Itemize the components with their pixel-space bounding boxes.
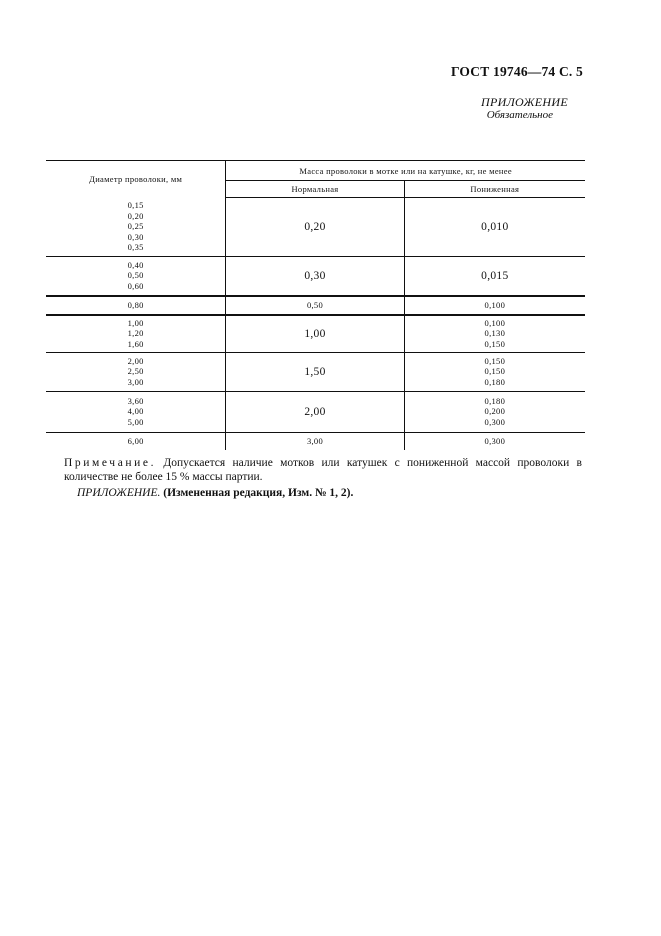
change-text: (Измененная редакция, Изм. № 1, 2). (160, 487, 354, 499)
table-note (64, 456, 582, 484)
reduced-mass-cell: 0,150 0,150 0,180 (404, 352, 585, 391)
table-row (46, 256, 585, 296)
table-row (46, 432, 585, 450)
normal-mass-cell: 3,00 (226, 432, 404, 450)
table-row (46, 296, 585, 315)
change-record (77, 487, 353, 499)
col-diameter-header: Диаметр проволоки, мм (46, 161, 226, 198)
col-mass-header: Масса проволоки в мотке или на катушке, кг, не менее (226, 161, 585, 181)
diameter-cell: 0,80 (46, 296, 226, 315)
diameter-cell: 0,15 0,20 0,25 0,30 0,35 (127, 200, 144, 253)
table-row (46, 315, 585, 353)
reduced-mass-cell: 0,100 (404, 296, 585, 315)
diameter-cell: 1,00 1,20 1,60 (46, 315, 226, 353)
normal-mass-cell: 1,00 (226, 315, 404, 353)
normal-mass-cell: 0,20 (226, 198, 404, 257)
appendix-status: Обязательное (486, 109, 553, 121)
wire-mass-table (46, 160, 585, 450)
col-reduced-header: Пониженная (404, 181, 585, 198)
normal-mass-cell: 1,50 (226, 352, 404, 391)
diameter-cell: 6,00 (46, 432, 226, 450)
table-row (46, 352, 585, 391)
table-row (46, 198, 585, 257)
col-normal-header: Нормальная (226, 181, 404, 198)
normal-mass-cell: 2,00 (226, 391, 404, 432)
document-code: ГОСТ 19746—74 С. 5 (450, 64, 583, 79)
reduced-mass-cell: 0,010 (404, 198, 585, 257)
normal-mass-cell: 0,50 (226, 296, 404, 315)
reduced-mass-cell: 0,100 0,130 0,150 (404, 315, 585, 353)
reduced-mass-cell: 0,300 (404, 432, 585, 450)
reduced-mass-cell: 0,015 (404, 256, 585, 296)
normal-mass-cell: 0,30 (226, 256, 404, 296)
reduced-mass-cell: 0,180 0,200 0,300 (404, 391, 585, 432)
change-label: ПРИЛОЖЕНИЕ. (77, 487, 161, 499)
diameter-cell: 3,60 4,00 5,00 (46, 391, 226, 432)
table-row (46, 391, 585, 432)
note-text: Допускается наличие мотков или катушек с пониженной массой проволоки в количестве не более 15 % массы партии. (64, 457, 582, 483)
appendix-title: ПРИЛОЖЕНИЕ (481, 95, 568, 109)
diameter-cell: 2,00 2,50 3,00 (46, 352, 226, 391)
note-label: Примечание. (64, 457, 157, 469)
diameter-cell: 0,40 0,50 0,60 (46, 256, 226, 296)
